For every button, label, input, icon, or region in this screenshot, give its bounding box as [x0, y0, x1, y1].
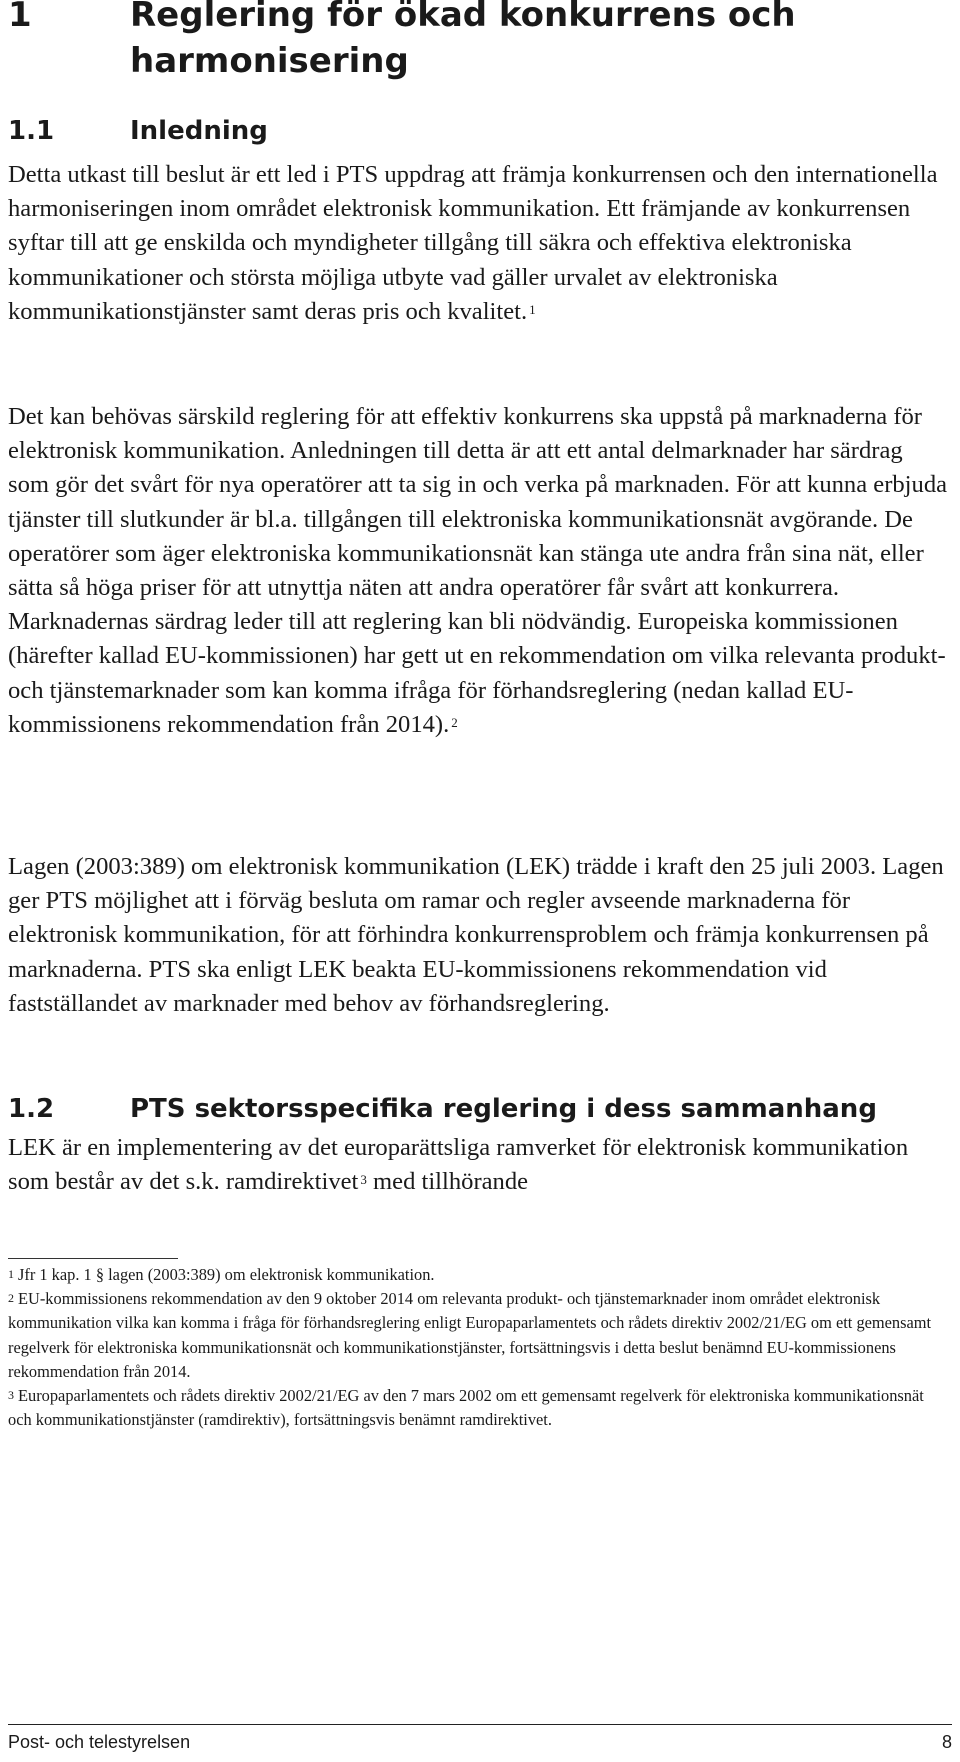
- footnotes: [8, 1263, 948, 1432]
- footnote-mark: 2: [8, 1291, 14, 1306]
- footnote-3: [8, 1384, 948, 1432]
- chapter-number: 1: [8, 0, 32, 35]
- footnote-mark: 3: [8, 1388, 14, 1403]
- footnote-text: EU-kommissionens rekommendation av den 9 oktober 2014 om relevanta produkt- och tjänstemarknader inom området elektronisk kommunikation vilka kan komma i fråga för förhandsreglering enligt Europaparlamentets och rådets direktiv 2002/21/EG om ett gemensamt regelverk för elektroniska kommunikationsnät och kommunikationstjänster, fortsättningsvis i detta beslut benämnd EU-kommissionens rekommendation från 2014.: [8, 1289, 932, 1381]
- footnote-text: Europaparlamentets och rådets direktiv 2002/21/EG av den 7 mars 2002 om ett gemensamt regelverk för elektroniska kommunikationsnät och kommunikationstjänster (ramdirektiv), fortsättningsvis benämnt ramdirektivet.: [8, 1386, 924, 1430]
- chapter-title: Reglering för ökad konkurrens och harmonisering: [130, 0, 796, 81]
- footnote-ref-3[interactable]: 3: [360, 1172, 367, 1188]
- paragraph-intro: [8, 158, 948, 329]
- section-number: 1.2: [8, 1094, 55, 1124]
- footnote-text: Jfr 1 kap. 1 § lagen (2003:389) om elektronisk kommunikation.: [18, 1265, 435, 1284]
- footnote-ref-1[interactable]: 1: [529, 301, 536, 317]
- footer-organization: Post- och telestyrelsen: [8, 1732, 191, 1752]
- page-number: 8: [941, 1732, 952, 1752]
- paragraph-lek: [8, 850, 948, 1021]
- paragraph-text: LEK är en implementering av det europarättsliga ramverket för elektronisk kommunikation som består av det s.k. ramdirektivet: [8, 1134, 909, 1196]
- footnote-2: [8, 1287, 948, 1384]
- section-title: Inledning: [130, 116, 268, 146]
- footnote-ref-2[interactable]: 2: [451, 714, 458, 730]
- footnote-separator: [8, 1258, 178, 1259]
- paragraph-text: Lagen (2003:389) om elektronisk kommunikation (LEK) trädde i kraft den 25 juli 2003. Lagen ger PTS möjlighet att i förväg besluta om ramar och regler avseende marknaderna för elektronisk kommunikation, för att förhindra konkurrensproblem och främja konkurrensen på marknaderna. PTS ska enligt LEK beakta EU-kommissionens rekommendation vid fastställandet av marknader med behov av förhandsreglering.: [8, 853, 944, 1017]
- paragraph-text: Det kan behövas särskild reglering för att effektiv konkurrens ska uppstå på marknaderna för elektronisk kommunikation. Anledningen till detta är att ett antal delmarknader har särdrag som gör det svårt för nya operatörer att ta sig in och verka på marknaden. För att kunna erbjuda tjänster till slutkunder är bl.a. tillgången till elektroniska kommunikationsnät avgörande. De operatörer som äger elektroniska kommunikationsnät kan stänga ute andra från sina nät, eller sätta så höga priser för att utnyttja näten att andra operatörer får svårt att konkurrera. Marknadernas särdrag leder till att reglering kan bli nödvändig. Europeiska kommissionen (härefter kallad EU-kommissionen) har gett ut en rekommendation om vilka relevanta produkt- och tjänstemarknader som kan komma ifråga för förhandsreglering (nedan kallad EU-kommissionens rekommendation från 2014).: [8, 403, 948, 738]
- paragraph-regulation-need: [8, 400, 948, 742]
- paragraph-text: Detta utkast till beslut är ett led i PTS uppdrag att främja konkurrensen och den internationella harmoniseringen inom området elektronisk kommunikation. Ett främjande av konkurrensen syftar till att ge enskilda och myndigheter tillgång till säkra och effektiva elektroniska kommunikationer och största möjliga utbyte vad gäller urvalet av elektroniska kommunikationstjänster samt deras pris och kvalitet.: [8, 161, 938, 325]
- section-title: PTS sektorsspecifika reglering i dess sammanhang: [130, 1094, 877, 1124]
- footnote-mark: 1: [8, 1267, 14, 1281]
- section-number: 1.1: [8, 116, 55, 146]
- footnote-1: [8, 1263, 948, 1287]
- footer-divider: [8, 1724, 952, 1725]
- paragraph-implementation: [8, 1131, 948, 1199]
- paragraph-text-end: med tillhörande: [366, 1168, 529, 1196]
